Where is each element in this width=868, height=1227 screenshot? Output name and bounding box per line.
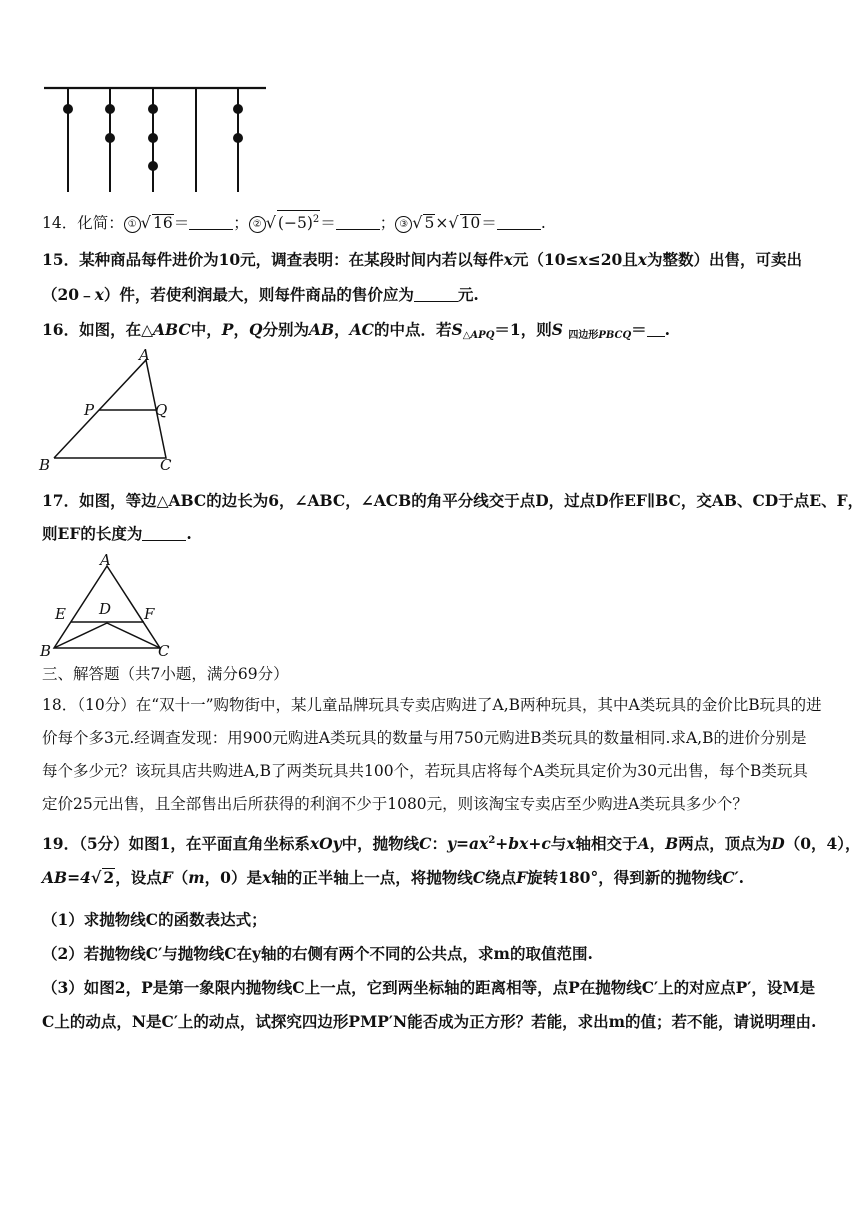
question-18-line-4: 定价25元出售，且全部售出后所获得的利润不少于1080元，则该淘宝专卖店至少购进A类玩具多少个？	[42, 795, 748, 813]
question-19-part-3-line-1: （3）如图2，P是第一象限内抛物线C上一点，它到两坐标轴的距离相等，点P在抛物线C′上的对应点P′，设M是	[42, 978, 816, 997]
q14-circle-2: ②	[249, 216, 266, 233]
question-17-line-2: 则EF的长度为 .	[42, 524, 192, 543]
q14-radicand-1: 16	[152, 214, 173, 232]
q17-blank	[142, 526, 186, 541]
question-19-line-1: 19．（5分）如图1，在平面直角坐标系xOy中，抛物线C：$y=ax^2+bx+c$与x轴相交于A，B两点，顶点为D（0，4），	[42, 834, 861, 853]
q14-blank-1	[189, 215, 233, 230]
question-17-line-1: 17．如图，等边△ABC的边长为6，∠ABC，∠ACB的角平分线交于点D，过点D作EF∥BC，交AB、CD于点E、F，	[42, 491, 864, 510]
label-C: C	[158, 642, 170, 660]
q14-radicand-3b: 10	[460, 214, 481, 232]
question-18-line-1: 18．（10分）在“双十一”购物街中，某儿童品牌玩具专卖店购进了A,B两种玩具，其中A类玩具的金价比B玩具的进	[42, 696, 822, 714]
question-19-part-3-line-2: C上的动点，N是C′上的动点，试探究四边形PMP′N能否成为正方形？若能，求出m的值；若不能，请说明理由.	[42, 1012, 817, 1031]
label-E: E	[55, 605, 66, 623]
section-heading: 三、解答题（共7小题，满分69分）	[42, 665, 289, 683]
label-A: A	[100, 552, 111, 569]
q14-radicand-3a: 5	[424, 214, 435, 232]
label-B: B	[40, 642, 52, 660]
q14-circle-1: ①	[124, 216, 141, 233]
q14-number: 14．	[42, 214, 78, 232]
label-Q: Q	[155, 401, 168, 419]
question-19-line-2: AB=4√ 2，设点F（m，0）是x轴的正半轴上一点，将抛物线C绕点F旋转180°，得到新的抛物线C′.	[42, 868, 745, 887]
q14-lead: 化简：	[77, 214, 124, 232]
label-B: B	[39, 456, 51, 473]
question-19-part-2: （2）若抛物线C′与抛物线C在y轴的右侧有两个不同的公共点，求m的取值范围.	[42, 944, 593, 963]
abacus-figure	[40, 80, 270, 195]
triangle-apq-figure	[36, 348, 186, 473]
question-14: 14．化简： ① √ 16＝ ； ② √ $(-5)^2=$ ； ③ √ 5×√ 10＝ .	[42, 210, 546, 233]
q14-blank-3	[497, 215, 541, 230]
question-15-line-1: 15．某种商品每件进价为10元，调查表明：在某段时间内若以每件x元（10≤x≤20且x为整数）出售，可卖出	[42, 250, 803, 269]
q14-radicand-2: (−5)	[277, 214, 313, 232]
triangle-edf-figure	[38, 552, 178, 660]
q16-blank	[647, 322, 665, 337]
q15-blank	[414, 287, 458, 302]
label-A: A	[139, 348, 150, 364]
label-C: C	[160, 456, 172, 473]
q14-circle-3: ③	[395, 216, 412, 233]
question-19-part-1: （1）求抛物线C的函数表达式；	[42, 910, 267, 929]
question-15-line-2: （20﹣x）件，若使利润最大，则每件商品的售价应为 元.	[42, 285, 479, 304]
question-18-line-2: 价每个多3元.经调查发现：用900元购进A类玩具的数量与用750元购进B类玩具的数量相同.求A,B的进价分别是	[42, 729, 807, 747]
q14-blank-2	[336, 215, 380, 230]
label-D: D	[99, 600, 112, 618]
label-F: F	[144, 605, 155, 623]
label-P: P	[84, 401, 95, 419]
question-16: 16．如图，在△ABC中，P，Q分别为AB，AC的中点．若$S_{\triangle APQ}=1$，则S $_{四边形PBCQ}$＝ .	[42, 320, 671, 341]
question-18-line-3: 每个多少元？该玩具店共购进A,B了两类玩具共100个，若玩具店将每个A类玩具定价为30元出售，每个B类玩具	[42, 762, 808, 780]
